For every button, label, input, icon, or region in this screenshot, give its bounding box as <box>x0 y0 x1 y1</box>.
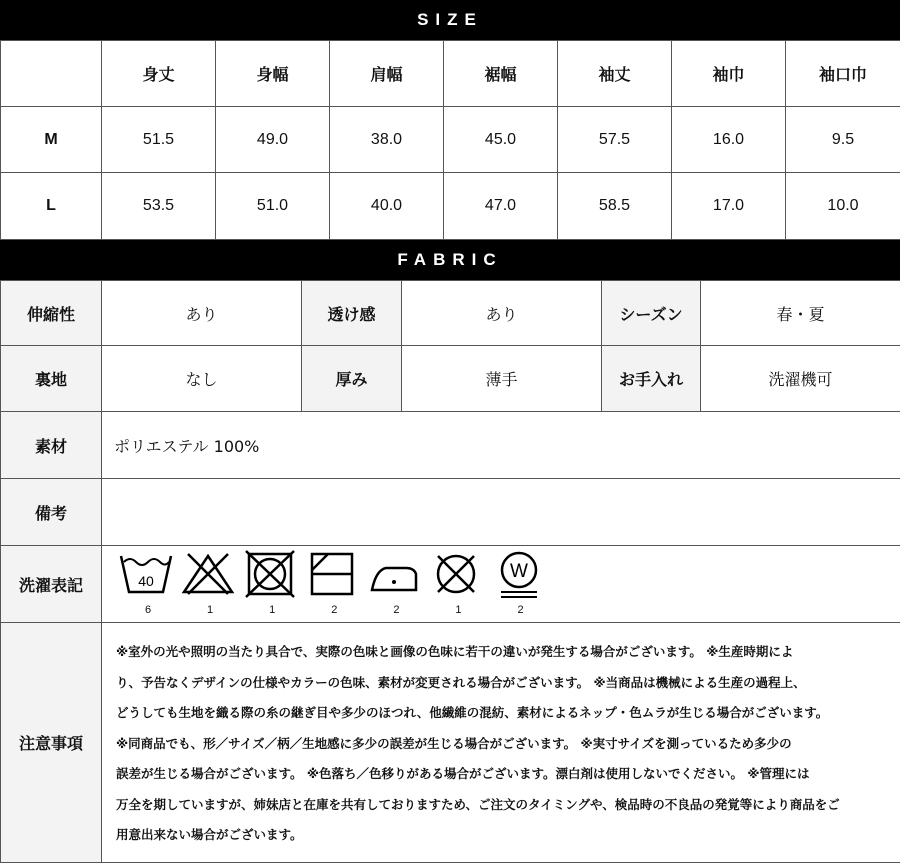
care-symbol <box>180 546 240 622</box>
material-label: 素材 <box>1 412 102 479</box>
fabric-title: FABRIC <box>397 250 502 270</box>
size-title: SIZE <box>417 10 483 30</box>
care-number: 2 <box>366 604 426 616</box>
care-row <box>1 546 900 623</box>
size-table <box>0 40 900 240</box>
care-label: 洗濯表記 <box>1 546 102 623</box>
line-dry-shade-icon <box>304 546 360 604</box>
care-symbol <box>491 546 551 622</box>
remarks-label: 備考 <box>1 479 102 546</box>
material-row <box>1 412 900 479</box>
size-corner-cell <box>1 41 102 107</box>
fabric-row-1 <box>1 281 900 346</box>
size-header-cell: 肩幅 <box>330 41 444 107</box>
notes-line: どうしても生地を織る際の糸の継ぎ目や多少のほつれ、他繊維の混紡、素材によるネップ・色ムラが生じる場合がございます。 <box>116 698 894 729</box>
size-value-cell: 49.0 <box>216 107 330 173</box>
wet-clean-text: W <box>510 561 528 582</box>
notes-line: り、予告なくデザインの仕様やカラーの色味、素材が変更される場合がございます。 ※当商品は機械による生産の過程上、 <box>116 668 894 699</box>
size-value-cell: 53.5 <box>102 173 216 240</box>
material-value: ポリエステル 100% <box>102 412 900 479</box>
iron-low-icon <box>366 546 422 604</box>
size-value-cell: 51.5 <box>102 107 216 173</box>
size-header-row <box>1 41 900 107</box>
size-value-cell: 57.5 <box>558 107 672 173</box>
no-tumble-dry-icon <box>242 546 298 604</box>
size-value-cell: 45.0 <box>444 107 558 173</box>
care-number: 6 <box>118 604 178 616</box>
care-symbol <box>304 546 364 622</box>
notes-row <box>1 623 900 863</box>
fabric-banner <box>0 240 900 280</box>
fabric-row-2 <box>1 346 900 412</box>
size-value-cell: 47.0 <box>444 173 558 240</box>
sheer-value: あり <box>402 281 602 346</box>
care-symbol <box>118 546 178 622</box>
care-method-label: お手入れ <box>602 346 701 412</box>
no-bleach-icon <box>180 546 236 604</box>
wash-40-icon <box>118 546 174 604</box>
season-value: 春・夏 <box>701 281 900 346</box>
care-method-value: 洗濯機可 <box>701 346 900 412</box>
wet-clean-icon <box>491 546 547 604</box>
size-label-m: M <box>1 107 102 173</box>
size-header-cell: 身丈 <box>102 41 216 107</box>
size-header-cell: 身幅 <box>216 41 330 107</box>
size-value-cell: 40.0 <box>330 173 444 240</box>
size-value-cell: 9.5 <box>786 107 900 173</box>
size-value-cell: 16.0 <box>672 107 786 173</box>
thickness-value: 薄手 <box>402 346 602 412</box>
stretch-label: 伸縮性 <box>1 281 102 346</box>
no-dry-clean-icon <box>428 546 484 604</box>
care-number: 1 <box>428 604 488 616</box>
care-number: 1 <box>242 604 302 616</box>
size-header-cell: 袖口巾 <box>786 41 900 107</box>
notes-line: ※室外の光や照明の当たり具合で、実際の色味と画像の色味に若干の違いが発生する場合がございます。 ※生産時期によ <box>116 637 894 668</box>
notes-line: 万全を期していますが、姉妹店と在庫を共有しておりますため、ご注文のタイミングや、検品時の不良品の発覚等により商品をご <box>116 790 894 821</box>
lining-value: なし <box>102 346 302 412</box>
notes-label: 注意事項 <box>1 623 102 863</box>
size-header-cell: 裾幅 <box>444 41 558 107</box>
size-header-cell: 袖丈 <box>558 41 672 107</box>
remarks-row <box>1 479 900 546</box>
stretch-value: あり <box>102 281 302 346</box>
notes-line: ※同商品でも、形／サイズ／柄／生地感に多少の誤差が生じる場合がございます。 ※実寸サイズを測っているため多少の <box>116 729 894 760</box>
sheer-label: 透け感 <box>302 281 402 346</box>
size-value-cell: 17.0 <box>672 173 786 240</box>
size-value-cell: 51.0 <box>216 173 330 240</box>
size-banner <box>0 0 900 40</box>
care-number: 1 <box>180 604 240 616</box>
fabric-table <box>0 280 900 863</box>
size-row-m <box>1 107 900 173</box>
care-symbols <box>102 546 900 623</box>
care-symbol <box>366 546 426 622</box>
care-symbol <box>242 546 302 622</box>
care-number: 2 <box>491 604 551 616</box>
care-symbol <box>428 546 488 622</box>
size-value-cell: 10.0 <box>786 173 900 240</box>
notes-line: 用意出来ない場合がございます。 <box>116 820 894 851</box>
thickness-label: 厚み <box>302 346 402 412</box>
size-header-cell: 袖巾 <box>672 41 786 107</box>
care-number: 2 <box>304 604 364 616</box>
lining-label: 裏地 <box>1 346 102 412</box>
wash-temp-text: 40 <box>138 573 154 589</box>
notes-text <box>102 623 900 863</box>
size-label-l: L <box>1 173 102 240</box>
season-label: シーズン <box>602 281 701 346</box>
size-value-cell: 58.5 <box>558 173 672 240</box>
notes-line: 誤差が生じる場合がございます。 ※色落ち／色移りがある場合がございます。漂白剤は使用しないでください。 ※管理には <box>116 759 894 790</box>
size-row-l <box>1 173 900 240</box>
remarks-value <box>102 479 900 546</box>
size-value-cell: 38.0 <box>330 107 444 173</box>
